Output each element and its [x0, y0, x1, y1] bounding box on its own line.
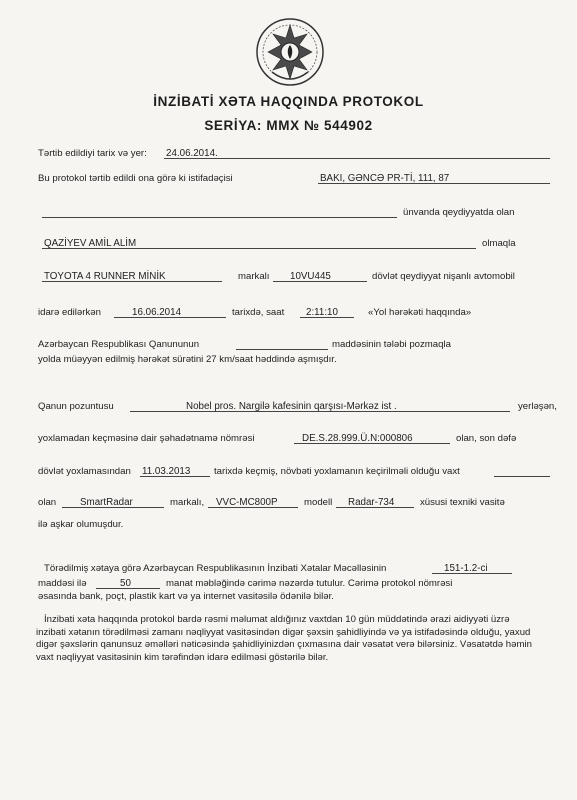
location-row [36, 398, 557, 414]
fine-line2-end: manat məbləğində cərimə nəzərdə tutulur. Cərimə protokol nömrəsi [166, 578, 453, 589]
plate-underline [273, 269, 367, 282]
address-row [36, 204, 551, 220]
driving-label: idarə edilərkən [38, 307, 101, 318]
location-suffix: yerləşən, [518, 401, 557, 412]
document-title: İNZİBATİ XƏTA HAQQINDA PROTOKOL [153, 94, 424, 109]
law-row [36, 336, 551, 352]
last-check-label: dövlət yoxlamasından [38, 466, 131, 477]
next-check-underline [494, 464, 550, 477]
person-row [36, 235, 551, 251]
date-place-value: 24.06.2014. [166, 148, 218, 159]
fine-line2-start: maddəsi ilə [38, 578, 87, 589]
plate-number: 10VU445 [290, 271, 331, 282]
fine-row-3 [36, 588, 551, 604]
date-place-label: Tərtib edildiyi tarix və yer: [38, 148, 147, 159]
last-check-row [36, 463, 551, 479]
person-name: QAZİYEV AMİL ALİM [44, 238, 137, 249]
device-brand-label: markalı, [170, 497, 205, 508]
detected-row [36, 516, 551, 532]
certificate-label: yoxlamadan keçməsinə dair şəhadətnamə nömrəsi [38, 433, 255, 444]
driving-row [36, 304, 551, 320]
fine-article: 151-1.2-ci [444, 563, 488, 574]
compiled-by-value: BAKI, GƏNCƏ PR-Tİ, 111, 87 [320, 173, 450, 184]
law-name: «Yol hərəkəti haqqında» [368, 307, 472, 318]
notice-text: İnzibati xəta haqqında protokol bardə rəsmi məlumat aldığınız vaxtdan 10 gün müddətində ərazi aidiyyəti üzrə inzibati xətanın törədilməsi zamanı nəqliyyat vasitəsindən digər şəxsin şahidliyində və ya istifadəsində olduğu, yaxud digər şəxslərin qanunsuz əməlləri nəticəsində şahidliyinizdən çıxmasına dair vəsatət verə bilərsiniz. Vəsatətdə həmin vaxt nəqliyyat vasitəsinin kim tərəfindən idarə edilməsi göstərilə bilər. [36, 614, 532, 663]
device-model-label: modell [304, 497, 333, 508]
device-name: Radar-734 [348, 497, 395, 508]
device-brand: SmartRadar [80, 497, 133, 508]
state-emblem-icon [254, 16, 326, 88]
person-suffix: olmaqla [482, 238, 516, 249]
compiled-by-label: Bu protokol tərtib edildi ona görə ki istifadəçisi [38, 173, 233, 184]
driving-date: 16.06.2014 [132, 307, 182, 318]
law-line-end: maddəsinin tələbi pozmaqla [332, 339, 451, 350]
driving-time: 2:11:10 [306, 307, 338, 318]
fine-line3: əsasında bank, poçt, plastik kart və ya internet vasitəsilə ödənilə bilər. [38, 591, 334, 602]
device-row [36, 494, 551, 510]
certificate-value: DE.S.28.999.Ü.N:000806 [302, 433, 413, 444]
vehicle-row [36, 268, 551, 284]
vehicle-model: TOYOTA 4 RUNNER MİNİK [44, 271, 166, 282]
compiled-by-row [36, 170, 551, 186]
vehicle-brand-label: markalı [238, 271, 270, 282]
notice-paragraph [36, 614, 536, 664]
plate-suffix: dövlət qeydiyyat nişanlı avtomobil [372, 271, 515, 282]
address-suffix: ünvanda qeydiyyatda olan [403, 207, 515, 218]
location-value: Nobel pros. Nargilə kafesinin qarşısı-Mərkəz ist . [186, 401, 397, 412]
date-suffix: tarixdə, saat [232, 307, 285, 318]
detected-text: ilə aşkar olumuşdur. [38, 519, 124, 530]
fine-line1-start: Törədilmiş xətaya görə Azərbaycan Respublikasının İnzibati Xətalar Məcəlləsinin [44, 563, 387, 574]
address-underline [42, 205, 397, 218]
certificate-row [36, 430, 551, 446]
date-place-row [36, 145, 551, 161]
last-check-date: 11.03.2013 [142, 466, 191, 477]
device-suffix: xüsusi texniki vasitə [420, 497, 505, 508]
law-line-start: Azərbaycan Respublikası Qanununun [38, 339, 200, 350]
person-underline [42, 236, 476, 249]
certificate-suffix: olan, son dəfə [456, 433, 517, 444]
fine-amount: 50 [120, 578, 131, 589]
law-article-underline [236, 337, 328, 350]
fine-row-1 [36, 560, 551, 576]
device-model: VVC-MC800P [216, 497, 278, 508]
location-label: Qanun pozuntusu [38, 401, 114, 412]
date-place-underline [164, 146, 550, 159]
document-series: SERİYA: MMX № 544902 [204, 118, 373, 133]
vehicle-model-underline [42, 269, 222, 282]
device-prefix: olan [38, 497, 57, 508]
speed-text: yolda müəyyən edilmiş hərəkət sürətini 27 km/saat həddində aşmışdır. [38, 354, 337, 365]
speed-row [36, 351, 551, 367]
last-check-suffix: tarixdə keçmiş, növbəti yoxlamanın keçirilməli olduğu vaxt [214, 466, 460, 477]
